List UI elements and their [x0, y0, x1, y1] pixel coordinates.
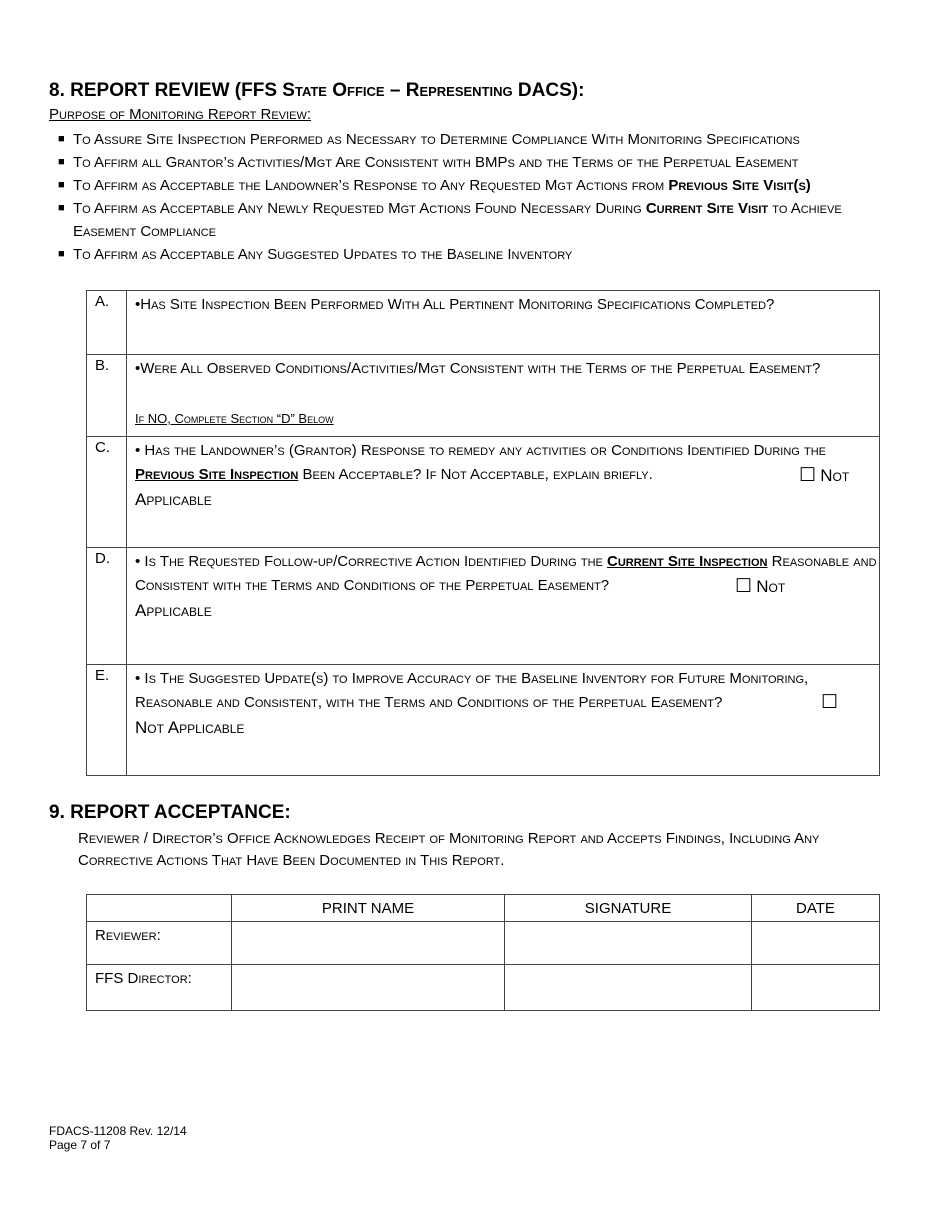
list-item: ■ To Assure Site Inspection Performed as Necessary to Determine Compliance With Monitoring Specifications [58, 128, 878, 151]
purpose-bullet-list [58, 128, 878, 266]
signature-field[interactable] [505, 922, 752, 965]
row-letter: C. [87, 437, 127, 548]
row-note: If NO, Complete Section “D” Below [135, 411, 334, 426]
square-bullet-icon: ■ [58, 202, 65, 214]
list-item: ■ To Affirm as Acceptable Any Newly Requested Mgt Actions Found Necessary During Current Site Visit to Achieve Easement Compliance [58, 197, 878, 243]
not-applicable-label: Applicable [135, 601, 212, 620]
date-field[interactable] [752, 965, 880, 1011]
row-question: •Has Site Inspection Been Performed With All Pertinent Monitoring Specifications Completed? [127, 291, 880, 355]
signature-header-row [87, 895, 880, 922]
list-item: ■ To Affirm as Acceptable Any Suggested Updates to the Baseline Inventory [58, 243, 878, 266]
signature-field[interactable] [505, 965, 752, 1011]
table-row [87, 922, 880, 965]
not-applicable-checkbox[interactable]: ☐ [821, 692, 839, 713]
page-number: Page 7 of 7 [49, 1138, 111, 1152]
review-row-c: C. • Has the Landowner’s (Grantor) Response to remedy any activities or Conditions Identified During the Previous Site Inspection Been Acceptable? If Not Acceptable, explain briefly. ☐ Not Applicable [87, 437, 880, 548]
row-question: •Were All Observed Conditions/Activities/Mgt Consistent with the Terms of the Perpetual Easement? [135, 360, 821, 377]
column-header: SIGNATURE [505, 895, 752, 922]
column-header: PRINT NAME [232, 895, 505, 922]
row-letter: E. [87, 665, 127, 776]
print-name-field[interactable] [232, 922, 505, 965]
list-item: ■ To Affirm all Grantor’s Activities/Mgt Are Consistent with BMPs and the Terms of the Perpetual Easement [58, 151, 878, 174]
column-header: DATE [752, 895, 880, 922]
section-9-heading: 9. REPORT ACCEPTANCE: [49, 802, 291, 823]
row-letter: A. [87, 291, 127, 355]
row-letter: B. [87, 355, 127, 437]
square-bullet-icon: ■ [58, 133, 65, 145]
row-letter: D. [87, 548, 127, 665]
not-applicable-label: Not Applicable [135, 718, 245, 737]
review-row-b [87, 355, 880, 437]
row-label: Reviewer: [87, 922, 232, 965]
review-row-e: E. • Is The Suggested Update(s) to Improve Accuracy of the Baseline Inventory for Future Monitoring, Reasonable and Consistent, with the Terms and Conditions of the Perpetual Easement? ☐ Not Applicable [87, 665, 880, 776]
form-id: FDACS-11208 Rev. 12/14 [49, 1124, 187, 1138]
not-applicable-checkbox[interactable]: ☐ [735, 576, 753, 597]
square-bullet-icon: ■ [58, 156, 65, 168]
purpose-label: Purpose of Monitoring Report Review: [49, 106, 312, 123]
signature-table [86, 894, 880, 1011]
section-8-heading: 8. REPORT REVIEW (FFS State Office – Representing DACS): [49, 80, 585, 101]
not-applicable-label: Applicable [135, 490, 212, 509]
table-row [87, 965, 880, 1011]
date-field[interactable] [752, 922, 880, 965]
footer [49, 1124, 187, 1152]
square-bullet-icon: ■ [58, 248, 65, 260]
review-table [86, 290, 880, 776]
not-applicable-checkbox[interactable]: ☐ [799, 465, 817, 486]
review-row-d: D. • Is The Requested Follow-up/Corrective Action Identified During the Current Site Inspection Reasonable and Consistent with the Terms and Conditions of the Perpetual Easement? ☐ Not Applicable [87, 548, 880, 665]
square-bullet-icon: ■ [58, 179, 65, 191]
review-row-a [87, 291, 880, 355]
acknowledgement-text: Reviewer / Director’s Office Acknowledges Receipt of Monitoring Report and Accepts Findings, Including Any Corrective Actions That Have Been Documented in This Report. [78, 830, 820, 869]
list-item: ■ To Affirm as Acceptable the Landowner’s Response to Any Requested Mgt Actions from Previous Site Visit(s) [58, 174, 878, 197]
row-label: FFS Director: [87, 965, 232, 1011]
print-name-field[interactable] [232, 965, 505, 1011]
